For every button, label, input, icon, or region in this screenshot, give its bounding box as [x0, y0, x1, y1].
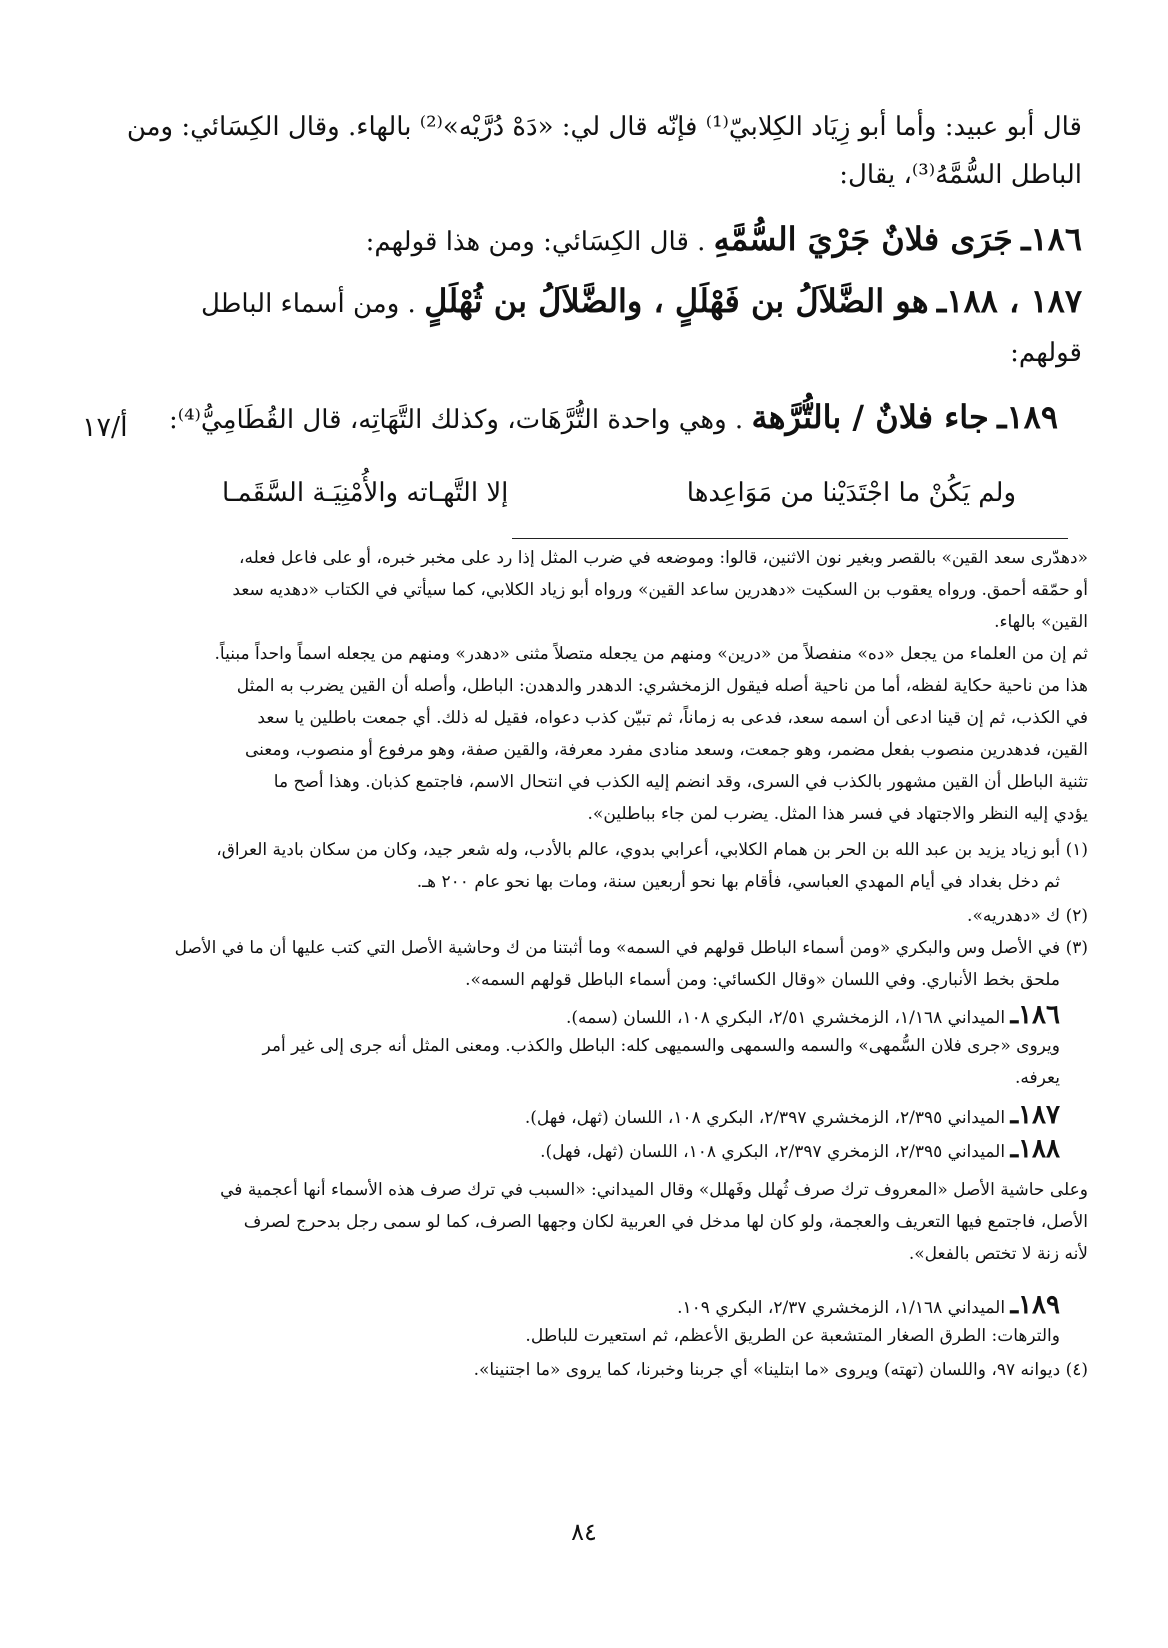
margin-folio-reference: أ/١٧: [82, 412, 128, 443]
footnote-line: «دهدّرى سعد القين» بالقصر وبغير نون الاثنين، قالوا: وموضعه في ضرب المثل إذا رد على مخبر خبره، أو على فاعل فعله،: [238, 548, 1088, 568]
reference-186-note-cont: يعرفه.: [1015, 1068, 1060, 1088]
reference-text: الميداني ١/١٦٨، الزمخشري ٢/٣٧، البكري ١٠٩.: [677, 1298, 1006, 1318]
proverb-187-188-line: [92, 282, 1082, 320]
footnote-line: هذا من ناحية حكاية لفظه، أما من ناحية أصله فيقول الزمخشري: الدهدر والدهدن: الباطل، وأصله أن القين يضرب به المثل: [236, 676, 1088, 696]
reference-188-note: وعلى حاشية الأصل «المعروف ترك صرف ثُهلل وفَهلل» وقال الميداني: «السبب في ترك صرف هذه الأسماء أنها أعجمية في: [220, 1180, 1088, 1200]
proverb-number: ١٨٧ ، ١٨٨ـ: [936, 282, 1082, 320]
footnote-separator: [512, 538, 1068, 539]
footnote-2: (٢) ك «دهدريه».: [967, 906, 1088, 926]
reference-186: [60, 1000, 1060, 1030]
main-text: . ومن أسماء الباطل: [201, 289, 416, 319]
footnote-line: القين» بالهاء.: [994, 612, 1088, 632]
proverb-186-line: [92, 220, 1082, 258]
footnote-line: في الكذب، ثم إن قينا ادعى أن اسمه سعد، فدعى به زماناً، ثم تبيّن كذب دعواه، فقيل له ذلك. أي جمعت باطلين يا سعد: [257, 708, 1088, 728]
proverb-text: هو الضَّلاَلُ بن فَهْلَلٍ ، والضَّلاَلُ بن ثُهْلَلٍ: [424, 282, 929, 320]
footnote-4: (٤) ديوانه ٩٧، واللسان (تهته) ويروى «ما ابتلينا» أي جربنا وخبرنا، كما يروى «ما اجتنينا».: [473, 1360, 1088, 1380]
reference-text: الميداني ١/١٦٨، الزمخشري ٢/٥١، البكري ١٠٨، اللسان (سمه).: [566, 1008, 1006, 1028]
proverb-189-line: [158, 398, 1058, 436]
page-number: ٨٤: [571, 1518, 597, 1546]
footnote-line: القين، فدهدرين منصوب بفعل مضمر، وهو جمعت، وسعد منادى مفرد معرفة، والقين صفة، وهو مرفوع أو منصوب، ومعنى: [245, 740, 1088, 760]
proverb-text: جاء فلانٌ / بالتُّرَّهة: [751, 398, 989, 436]
reference-189: [60, 1290, 1060, 1320]
proverb-number: ١٨٩ـ: [997, 398, 1058, 436]
footnote-line: تثنية الباطل أن القين مشهور بالكذب في السرى، وقد انضم إليه الكذب في انتحال الاسم، فاجتمع كذبان. وهذا أصح ما: [273, 772, 1088, 792]
main-text: . قال الكِسَائي: ومن هذا قولهم:: [365, 227, 706, 257]
footnote-1-cont: ثم دخل بغداد في أيام المهدي العباسي، فأقام بها نحو أربعين سنة، ومات بها نحو عام ٢٠٠ هـ.: [416, 872, 1060, 892]
reference-188-note: الأصل، فاجتمع فيها التعريف والعجمة، ولو كان لها مدخل في العربية لكان وجهها الصرف، كما لو سمى رجل بدحرج لصرف: [243, 1212, 1088, 1232]
reference-number: ١٨٧ـ: [1010, 1100, 1060, 1130]
reference-number: ١٨٦ـ: [1010, 1000, 1060, 1030]
reference-text: الميداني ٢/٣٩٥، الزمخشري ٢/٣٩٧، البكري ١٠٨، اللسان (ثهل، فهل).: [524, 1108, 1006, 1128]
footnote-1: (١) أبو زياد يزيد بن عبد الله بن الحر بن همام الكلابي، أعرابي بدوي، عالم بالأدب، وله شعر جيد، وكان من سكان بادية العراق،: [216, 840, 1088, 860]
reference-text: الميداني ٢/٣٩٥، الزمخري ٢/٣٩٧، البكري ١٠٨، اللسان (ثهل، فهل).: [540, 1142, 1006, 1162]
reference-188: [60, 1134, 1060, 1164]
proverb-text: جَرَى فلانٌ جَرْيَ السُّمَّهِ: [713, 220, 1013, 258]
reference-189-note: والترهات: الطرق الصغار المتشعبة عن الطريق الأعظم، ثم استعيرت للباطل.: [525, 1326, 1060, 1346]
footnote-3-cont: ملحق بخط الأنباري. وفي اللسان «وقال الكسائي: ومن أسماء الباطل قولهم السمه».: [465, 970, 1060, 990]
footnote-line: يؤدي إليه النظر والاجتهاد في فسر هذا المثل. يضرب لمن جاء بباطلين».: [587, 804, 1088, 824]
reference-187: [60, 1100, 1060, 1130]
main-line-1: قال أبو عبيد: وأما أبو زِيَاد الكِلابيّ⁽¹⁾ فإنّه قال لي: «دَهْ دُرَّيْه»⁽²⁾ بالهاء. وقال الكِسَائي: ومن: [126, 112, 1082, 142]
footnote-line: أو حمّقه أحمق. ورواه يعقوب بن السكيت «دهدرين ساعد القين» ورواه أبو زياد الكلابي، كما سيأتي في الكتاب «دهديه سعد: [232, 580, 1088, 600]
reference-186-note: ويروى «جرى فلان السُّمهى» والسمه والسمهى والسميهى كله: الباطل والكذب. ومعنى المثل أنه جرى إلى غير أمر: [262, 1036, 1060, 1056]
reference-number: ١٨٩ـ: [1010, 1290, 1060, 1320]
main-text: . وهي واحدة التُّرَّهَات، وكذلك التَّهَاتِه، قال القُطَامِيُّ⁽⁴⁾:: [168, 405, 744, 435]
footnote-3: (٣) في الأصل وس والبكري «ومن أسماء الباطل قولهم في السمه» وما أثبتنا من ك وحاشية الأصل التي كتب عليها أن ما في الأصل: [174, 938, 1088, 958]
verse-second-hemistich: إلا التَّهـاته والأُمْنِيَـة السَّقَمـا: [222, 478, 509, 508]
reference-188-note: لأنه زنة لا تختص بالفعل».: [908, 1244, 1088, 1264]
proverb-number: ١٨٦ـ: [1021, 220, 1082, 258]
footnote-line: ثم إن من العلماء من يجعل «ده» منفصلاً من «درين» ومنهم من يجعله متصلاً مثنى «دهدر» ومنهم من يجعله اسماً واحداً مبنياً.: [214, 644, 1088, 664]
main-line-2: الباطل السُّمَّهُ⁽³⁾، يقال:: [839, 160, 1082, 190]
main-line-5: قولهم:: [1010, 338, 1082, 368]
reference-number: ١٨٨ـ: [1010, 1134, 1060, 1164]
verse-first-hemistich: ولم يَكُنْ ما اجْتَدَيْنا من مَوَاعِدها: [686, 478, 1016, 508]
